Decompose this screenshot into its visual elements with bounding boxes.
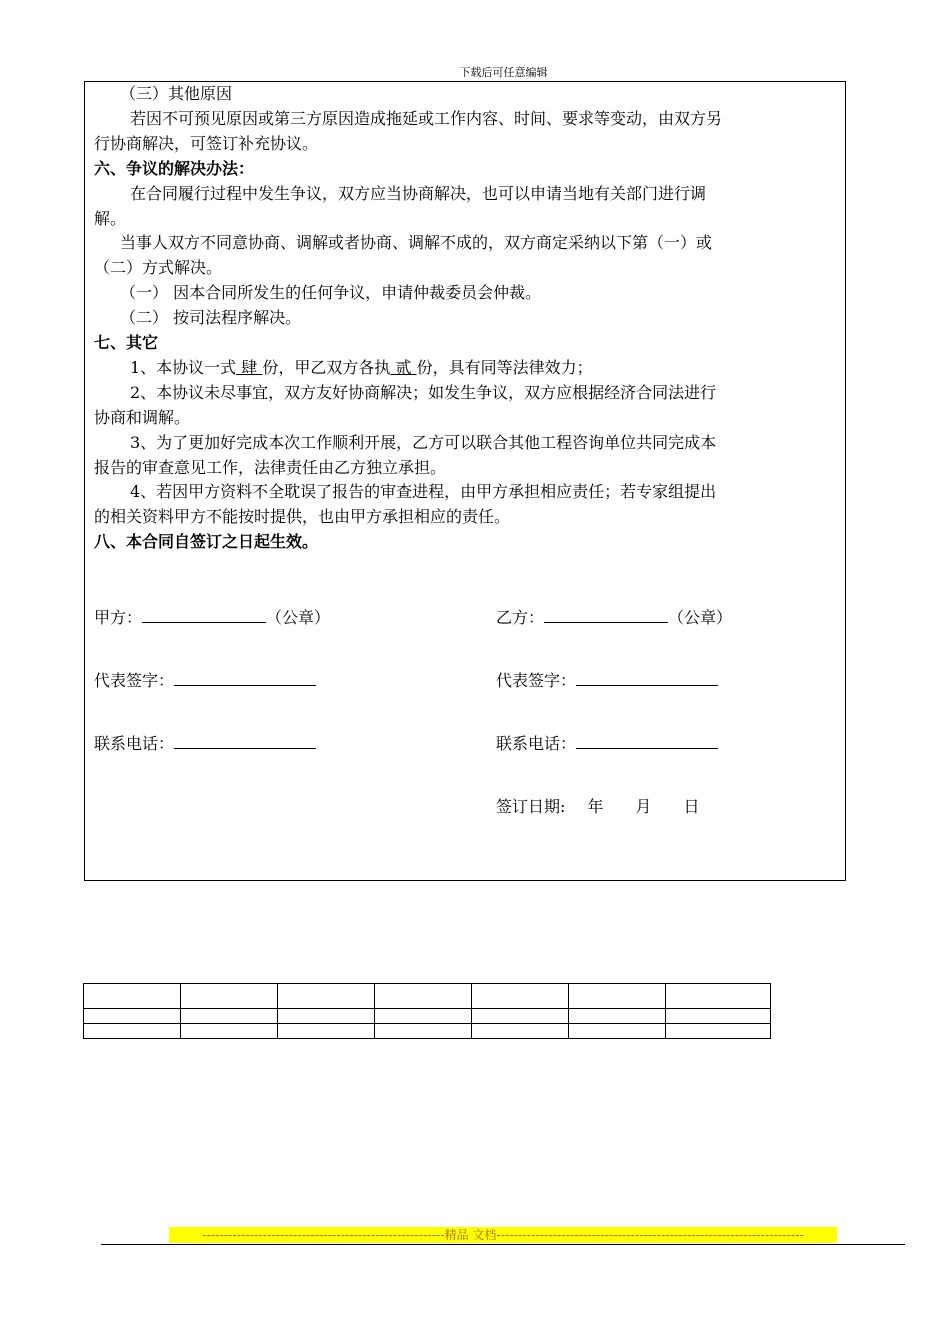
contract-line: 行协商解决，可签订补充协议。 xyxy=(94,133,319,153)
table-cell xyxy=(181,1009,278,1024)
filled-blank: 贰 xyxy=(390,357,417,377)
table-cell xyxy=(181,984,278,1009)
table-cell xyxy=(278,1024,375,1039)
contract-line: 在合同履行过程中发生争议，双方应当协商解决，也可以申请当地有关部门进行调 xyxy=(130,183,707,203)
party-a-rep-blank[interactable] xyxy=(174,669,316,686)
table-cell xyxy=(278,984,375,1009)
month-label: 月 xyxy=(635,797,652,816)
party-b-blank[interactable] xyxy=(544,606,668,623)
party-a-seal: （公章） xyxy=(266,608,331,627)
party-b-seal: （公章） xyxy=(668,608,733,627)
filled-blank: 肆 xyxy=(236,357,263,377)
contract-line: 4、若因甲方资料不全耽误了报告的审查进程，由甲方承担相应责任；若专家组提出 xyxy=(130,482,717,502)
table-cell xyxy=(181,1024,278,1039)
party-a-row xyxy=(94,606,330,630)
party-a-rep-label: 代表签字： xyxy=(94,671,175,690)
contract-line: （二）方式解决。 xyxy=(94,258,223,278)
table-cell xyxy=(666,1024,771,1039)
table-cell xyxy=(666,1009,771,1024)
line-part: 份，甲乙双方各执 xyxy=(262,357,391,377)
table-cell xyxy=(472,1009,569,1024)
table-cell xyxy=(569,984,666,1009)
empty-grid-table xyxy=(83,983,771,1039)
contract-line: 协商和调解。 xyxy=(94,407,191,427)
table-cell xyxy=(375,1024,472,1039)
sign-date-row xyxy=(496,795,699,819)
table-cell xyxy=(84,1024,181,1039)
day-label: 日 xyxy=(683,797,700,816)
party-b-row xyxy=(496,606,732,630)
party-b-rep-label: 代表签字： xyxy=(496,671,577,690)
line-part: 1、本协议一式 xyxy=(130,357,237,377)
table-cell xyxy=(472,984,569,1009)
contract-line: 七、其它 xyxy=(94,333,159,352)
contract-line: 的相关资料甲方不能按时提供，也由甲方承担相应的责任。 xyxy=(94,507,511,527)
party-a-phone-label: 联系电话： xyxy=(94,734,175,753)
party-a-phone-row xyxy=(94,732,316,756)
contract-line: （二） 按司法程序解决。 xyxy=(120,308,302,328)
party-a-phone-blank[interactable] xyxy=(174,732,316,749)
contract-line: 若因不可预见原因或第三方原因造成拖延或工作内容、时间、要求等变动，由双方另 xyxy=(130,108,723,128)
contract-line: 八、本合同自签订之日起生效。 xyxy=(94,532,319,552)
table-cell xyxy=(375,984,472,1009)
party-b-phone-label: 联系电话： xyxy=(496,734,577,753)
sign-date-label: 签订日期: xyxy=(496,797,566,816)
party-b-phone-row xyxy=(496,732,718,756)
table-cell xyxy=(84,1009,181,1024)
contract-box xyxy=(84,81,846,881)
header-note: 下载后可任意编辑 xyxy=(459,66,548,79)
contract-line: （三）其他原因 xyxy=(120,84,233,103)
party-b-rep-blank[interactable] xyxy=(576,669,718,686)
party-a-blank[interactable] xyxy=(142,606,266,623)
table-cell xyxy=(569,1024,666,1039)
contract-line xyxy=(130,356,838,380)
table-row xyxy=(84,984,771,1009)
table-cell xyxy=(569,1009,666,1024)
table-cell xyxy=(375,1009,472,1024)
party-b-label: 乙方： xyxy=(496,608,545,627)
year-label: 年 xyxy=(587,797,604,816)
party-b-phone-blank[interactable] xyxy=(576,732,718,749)
contract-line: 2、本协议未尽事宜，双方友好协商解决；如发生争议，双方应根据经济合同法进行 xyxy=(130,382,717,402)
contract-line: 当事人双方不同意协商、调解或者协商、调解不成的，双方商定采纳以下第（一）或 xyxy=(120,233,713,253)
party-a-label: 甲方： xyxy=(94,608,143,627)
table-cell xyxy=(278,1009,375,1024)
contract-line: 报告的审查意见工作，法律责任由乙方独立承担。 xyxy=(94,457,447,477)
contract-line: 3、为了更加好完成本次工作顺利开展，乙方可以联合其他工程咨询单位共同完成本 xyxy=(130,432,717,452)
table-cell xyxy=(666,984,771,1009)
line-part: 份，具有同等法律效力； xyxy=(416,357,593,377)
contract-line: 解。 xyxy=(94,208,127,228)
table-cell xyxy=(472,1024,569,1039)
party-b-rep-row xyxy=(496,669,718,693)
contract-line: （一） 因本合同所发生的任何争议，申请仲裁委员会仲裁。 xyxy=(120,283,542,303)
party-a-rep-row xyxy=(94,669,316,693)
table-cell xyxy=(84,984,181,1009)
footer-rule xyxy=(101,1244,905,1245)
contract-line: 六、争议的解决办法： xyxy=(94,158,255,178)
table-row xyxy=(84,1009,771,1024)
table-row xyxy=(84,1024,771,1039)
footer-band: --------------------------------------------------------精品 文档----------------------------------------------------------------------- xyxy=(169,1227,837,1243)
